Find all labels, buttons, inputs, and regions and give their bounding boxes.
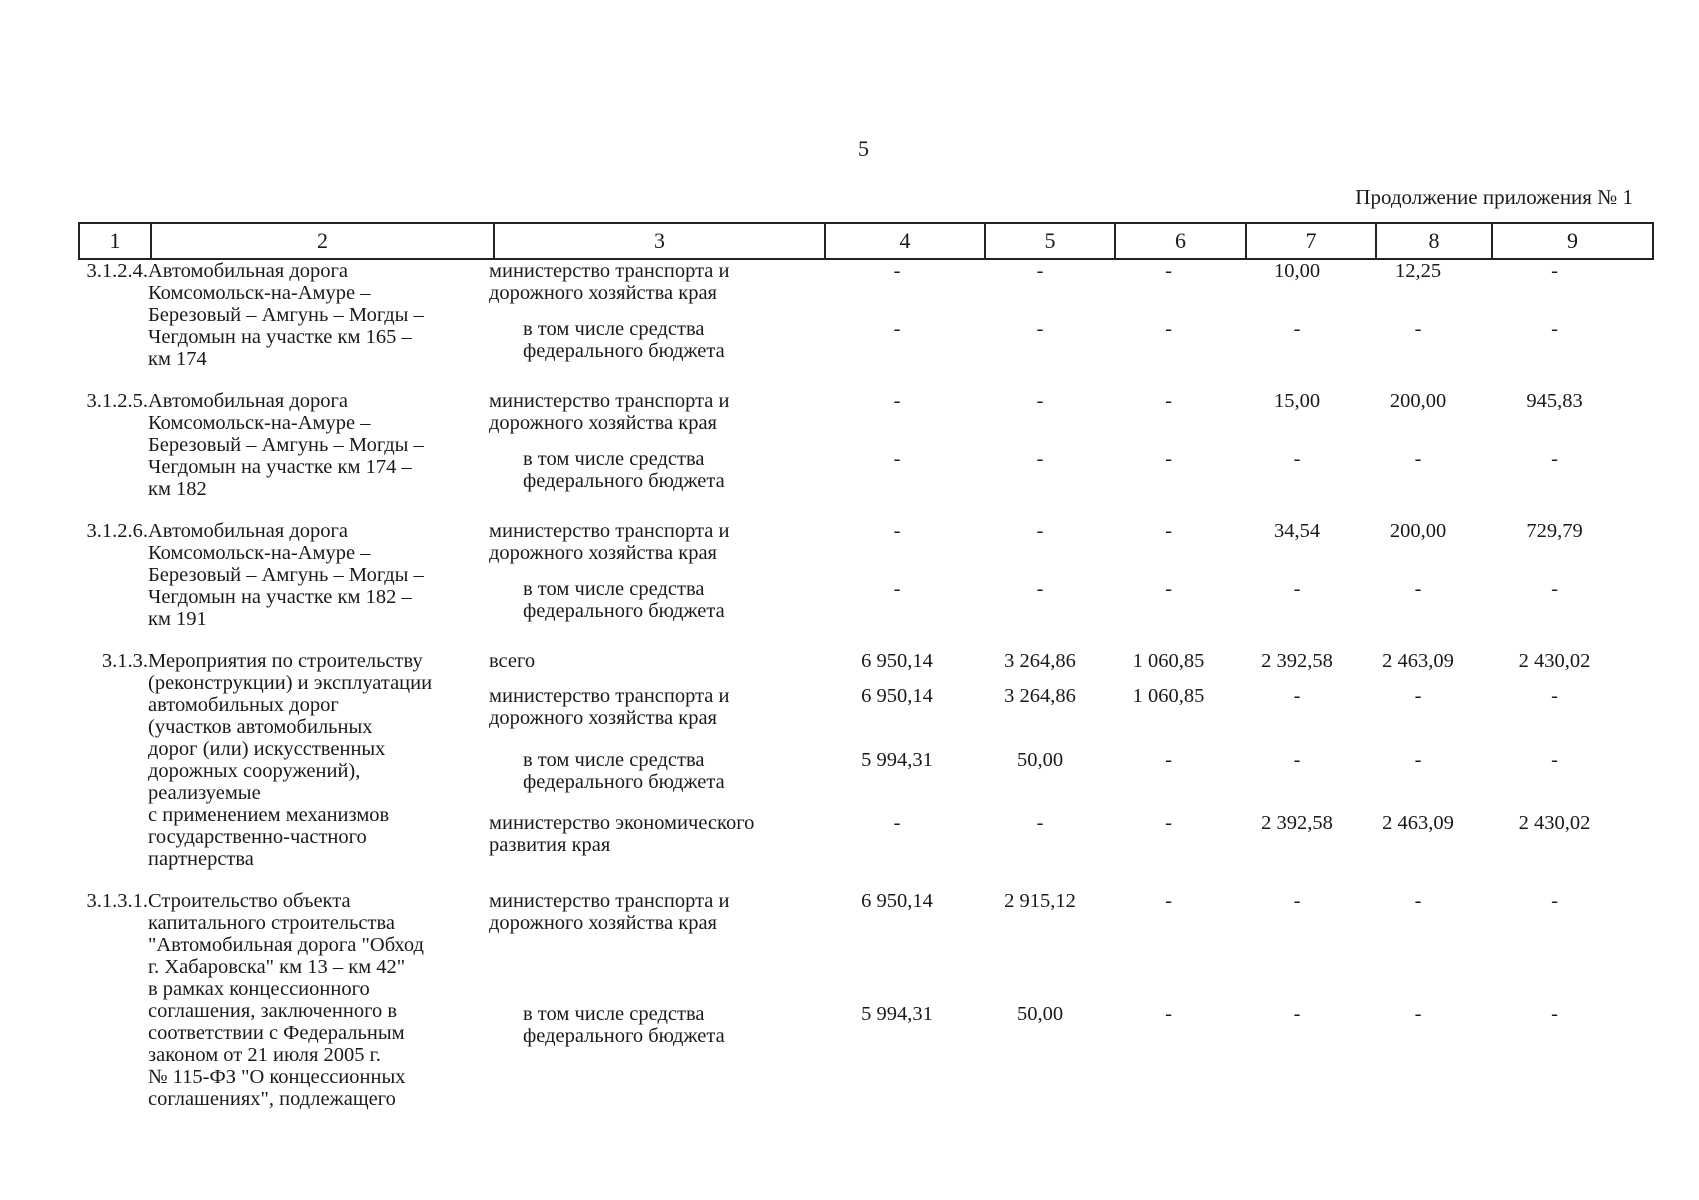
amount-cell: - [1551, 578, 1558, 600]
amount-cell: - [1036, 578, 1044, 600]
item-name-line: Комсомольск-на-Амуре – [148, 542, 371, 564]
amount-cell: 945,83 [1526, 390, 1583, 412]
item-name [148, 260, 489, 370]
amount-cell: 2 915,12 [1004, 890, 1076, 912]
amount-cell: - [1293, 748, 1301, 771]
continuation-caption: Продолжение приложения № 1 [1355, 185, 1633, 209]
item-name-line: соглашениях", подлежащего [148, 1088, 396, 1110]
item-name-line: законом от 21 июля 2005 г. [148, 1044, 381, 1066]
table-row [78, 520, 1634, 572]
amount-cell: - [1293, 684, 1301, 707]
item-number: 3.1.3.1. [86, 890, 148, 912]
amount-cell: - [1551, 318, 1558, 340]
item-name-line: Чегдомын на участке км 174 – [148, 456, 412, 478]
funding-source-line: федерального бюджета [523, 1025, 725, 1047]
funding-source-line: развития края [489, 834, 611, 857]
funding-source [489, 685, 818, 743]
amount-cell: - [1165, 448, 1172, 470]
funding-source [489, 1003, 818, 1110]
amount-cell: - [893, 260, 901, 282]
amount-cell: 6 950,14 [861, 684, 933, 707]
item-name-line: км 174 [148, 348, 207, 370]
amount-cell: - [1165, 578, 1172, 600]
amount-cell: - [1165, 390, 1172, 412]
amount-cell: - [1036, 318, 1044, 340]
page-number: 5 [858, 136, 869, 161]
entry-gap [78, 630, 1634, 650]
amount-cell: 34,54 [1273, 520, 1321, 542]
funding-source-line: всего [489, 650, 536, 672]
item-name-line: № 115-ФЗ "О концессионных [148, 1066, 406, 1088]
amount-cell: - [1165, 520, 1172, 542]
amount-cell: - [1165, 260, 1172, 282]
amount-cell: - [1551, 684, 1558, 707]
amount-cell: - [893, 520, 901, 542]
entry-gap-cell [78, 370, 1634, 390]
funding-source [489, 749, 818, 807]
amount-cell: - [1293, 578, 1301, 600]
item-name-line: "Автомобильная дорога "Обход [148, 934, 424, 956]
item-name-line: Автомобильная дорога [148, 260, 349, 282]
item-name [148, 890, 489, 1110]
amount-cell: - [893, 448, 901, 470]
column-header: 8 [1376, 223, 1492, 259]
item-name-line: г. Хабаровска" км 13 – км 42" [148, 956, 406, 978]
item-name-line: Комсомольск-на-Амуре – [148, 412, 371, 434]
item-name-line: Строительство объекта [148, 890, 351, 912]
item-name-line: дорожных сооружений), [148, 760, 361, 782]
funding-source-line: дорожного хозяйства края [489, 706, 717, 729]
amount-cell: - [1165, 1003, 1172, 1025]
column-header: 9 [1492, 223, 1653, 259]
amount-cell: 5 994,31 [861, 1003, 933, 1025]
item-name-line: Автомобильная дорога [148, 390, 349, 412]
funding-source [489, 260, 818, 312]
item-name-line: дорог (или) искусственных [148, 738, 386, 760]
funding-source-line: в том числе средства [523, 578, 705, 600]
entry-gap [78, 370, 1634, 390]
item-name-line: (реконструкции) и эксплуатации [148, 672, 433, 694]
funding-source [489, 812, 818, 870]
funding-source-line: в том числе средства [523, 318, 705, 340]
entry-gap [78, 870, 1634, 890]
funding-source-line: федерального бюджета [523, 600, 725, 622]
funding-source-line: федерального бюджета [523, 340, 725, 362]
funding-source-line: дорожного хозяйства края [489, 542, 717, 564]
amount-cell: 15,00 [1273, 390, 1321, 412]
item-number: 3.1.3. [101, 650, 148, 672]
amount-cell: 12,25 [1394, 260, 1442, 282]
column-header: 1 [79, 223, 151, 259]
table-row [78, 650, 1634, 679]
item-number: 3.1.2.4. [86, 260, 148, 282]
column-header-row [79, 223, 1653, 259]
amount-cell: - [893, 390, 901, 412]
funding-source [489, 890, 818, 997]
amount-cell: - [1414, 684, 1422, 707]
amount-cell: - [1036, 448, 1044, 470]
amount-cell: - [1293, 318, 1301, 340]
amount-cell: - [1036, 520, 1044, 542]
amount-cell: 10,00 [1273, 260, 1321, 282]
funding-source-line: в том числе средства [523, 448, 705, 470]
entry-gap-cell [78, 630, 1634, 650]
item-name-line: соглашения, заключенного в [148, 1000, 398, 1022]
funding-source [489, 650, 818, 679]
column-header-table [78, 222, 1654, 260]
amount-cell: 2 392,58 [1261, 812, 1333, 835]
column-header: 6 [1115, 223, 1246, 259]
item-number: 3.1.2.5. [86, 390, 148, 412]
amount-cell: 200,00 [1389, 520, 1447, 542]
funding-source-line: в том числе средства [523, 1003, 705, 1025]
item-name-line: (участков автомобильных [148, 716, 373, 738]
item-name [148, 390, 489, 500]
funding-source [489, 448, 818, 500]
item-name-line: реализуемые [148, 782, 261, 804]
funding-source-line: министерство транспорта и [489, 890, 730, 912]
item-name-line: капитального строительства [148, 912, 395, 934]
funding-source-line: министерство транспорта и [489, 390, 730, 412]
amount-cell: 729,79 [1526, 520, 1583, 542]
amount-cell: - [1551, 448, 1558, 470]
entry-gap [78, 500, 1634, 520]
funding-source-line: дорожного хозяйства края [489, 912, 717, 934]
amount-cell: - [1293, 448, 1301, 470]
amount-cell: 5 994,31 [861, 748, 933, 771]
amount-cell: 1 060,85 [1132, 684, 1205, 707]
funding-source-line: министерство транспорта и [489, 684, 730, 707]
table-row [78, 390, 1634, 442]
funding-source-line: министерство транспорта и [489, 520, 730, 542]
item-name-line: Чегдомын на участке км 165 – [148, 326, 412, 348]
amount-cell: 50,00 [1016, 748, 1064, 771]
column-header: 7 [1246, 223, 1376, 259]
item-name-line: Комсомольск-на-Амуре – [148, 282, 371, 304]
funding-source [489, 520, 818, 572]
amount-cell: 2 463,09 [1382, 650, 1454, 672]
amount-cell: - [1551, 890, 1558, 912]
item-name-line: Чегдомын на участке км 182 – [148, 586, 412, 608]
amount-cell: - [893, 812, 901, 835]
funding-source-line: дорожного хозяйства края [489, 412, 717, 434]
amount-cell: - [1165, 890, 1172, 912]
item-name-line: соответствии с Федеральным [148, 1022, 405, 1044]
item-name-line: автомобильных дорог [148, 694, 339, 716]
item-name-line: Березовый – Амгунь – Могды – [148, 564, 424, 586]
amount-cell: - [1293, 890, 1301, 912]
funding-source-line: федерального бюджета [523, 770, 725, 793]
column-header: 2 [151, 223, 494, 259]
amount-cell: 1 060,85 [1132, 650, 1205, 672]
amount-cell: - [1414, 448, 1422, 470]
amount-cell: 200,00 [1389, 390, 1447, 412]
amount-cell: - [1165, 748, 1172, 771]
funding-source [489, 390, 818, 442]
amount-cell: - [1551, 1003, 1558, 1025]
funding-source-line: министерство экономического [489, 812, 755, 835]
amount-cell: - [1414, 578, 1422, 600]
item-name-line: в рамках концессионного [148, 978, 370, 1000]
amount-cell: - [893, 578, 901, 600]
item-name-line: государственно-частного [148, 826, 367, 848]
funding-source [489, 318, 818, 370]
item-name-line: Березовый – Амгунь – Могды – [148, 434, 424, 456]
column-header: 3 [494, 223, 825, 259]
amount-cell: - [1414, 1003, 1422, 1025]
table-row [78, 260, 1634, 312]
funding-source-line: министерство транспорта и [489, 260, 730, 282]
amount-cell: - [1165, 318, 1172, 340]
column-header: 4 [825, 223, 985, 259]
amount-cell: 6 950,14 [861, 650, 933, 672]
amount-cell: - [1414, 318, 1422, 340]
item-name-line: с применением механизмов [148, 804, 390, 826]
appendix-table [78, 260, 1634, 1110]
funding-source-line: дорожного хозяйства края [489, 282, 717, 304]
funding-source-line: в том числе средства [523, 748, 705, 771]
amount-cell: 3 264,86 [1004, 684, 1076, 707]
appendix-table-body [78, 260, 1634, 1110]
amount-cell: 2 392,58 [1261, 650, 1333, 672]
item-number: 3.1.2.6. [86, 520, 148, 542]
item-name-line: км 191 [148, 608, 207, 630]
table-row [78, 890, 1634, 997]
amount-cell: - [1036, 260, 1044, 282]
amount-cell: - [1165, 812, 1172, 835]
item-name-line: партнерства [148, 848, 254, 870]
item-name [148, 520, 489, 630]
item-name-line: Мероприятия по строительству [148, 650, 423, 672]
item-name-line: км 182 [148, 478, 207, 500]
amount-cell: 6 950,14 [861, 890, 933, 912]
amount-cell: - [1414, 748, 1422, 771]
amount-cell: - [1551, 260, 1558, 282]
amount-cell: - [893, 318, 901, 340]
amount-cell: - [1551, 748, 1558, 771]
item-name [148, 650, 489, 870]
item-name-line: Автомобильная дорога [148, 520, 349, 542]
amount-cell: 2 430,02 [1518, 650, 1591, 672]
amount-cell: - [1414, 890, 1422, 912]
column-header: 5 [985, 223, 1115, 259]
amount-cell: 2 463,09 [1382, 812, 1454, 835]
amount-cell: - [1036, 390, 1044, 412]
amount-cell: 50,00 [1016, 1003, 1064, 1025]
amount-cell: 2 430,02 [1518, 812, 1591, 835]
funding-source-line: федерального бюджета [523, 470, 725, 492]
funding-source [489, 578, 818, 630]
amount-cell: - [1036, 812, 1044, 835]
amount-cell: 3 264,86 [1004, 650, 1076, 672]
item-name-line: Березовый – Амгунь – Могды – [148, 304, 424, 326]
entry-gap-cell [78, 870, 1634, 890]
entry-gap-cell [78, 500, 1634, 520]
amount-cell: - [1293, 1003, 1301, 1025]
